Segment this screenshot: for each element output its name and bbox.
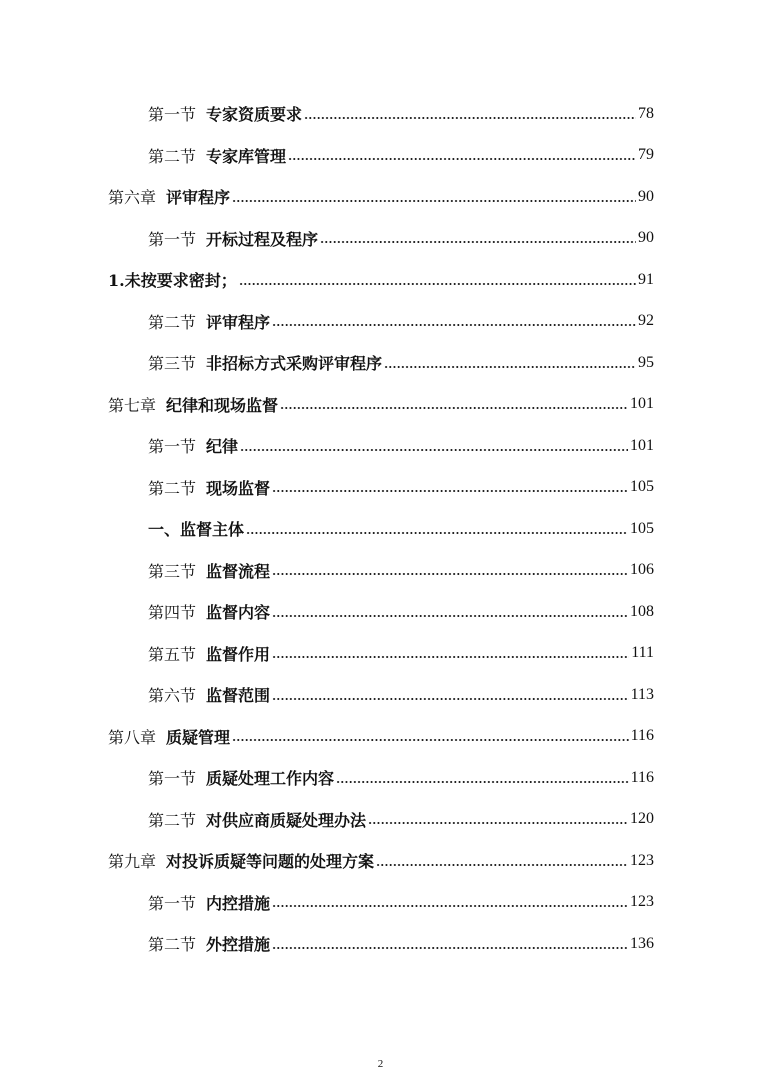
toc-entry-title: 1.未按要求密封；	[108, 271, 237, 291]
toc-entry-title: 外控措施	[206, 935, 271, 955]
toc-entry-page-number: 113	[630, 685, 654, 703]
toc-entry-title: 一、监督主体	[148, 520, 245, 540]
toc-entry-title: 质疑管理	[166, 727, 231, 747]
toc-entry-page-number: 90	[638, 229, 654, 247]
toc-entry[interactable]	[0, 384, 761, 426]
dot-leader	[272, 607, 628, 623]
toc-entry-page-number: 101	[630, 395, 654, 413]
toc-entry-title: 现场监督	[206, 478, 271, 498]
toc-entry[interactable]	[0, 716, 761, 758]
toc-entry-title: 对供应商质疑处理办法	[206, 810, 367, 830]
toc-entry-title: 质疑处理工作内容	[206, 769, 335, 789]
toc-entry[interactable]	[0, 176, 761, 218]
toc-entry-page-number: 78	[638, 104, 654, 122]
toc-entry-page-number: 79	[638, 146, 654, 164]
dot-leader	[280, 399, 628, 415]
toc-entry[interactable]	[0, 218, 761, 260]
toc-entry-prefix: 第二节	[148, 312, 197, 332]
toc-entry-prefix: 第二节	[148, 146, 197, 166]
toc-entry-title: 对投诉质疑等问题的处理方案	[166, 852, 375, 872]
toc-entry[interactable]	[0, 840, 761, 882]
toc-entry-title: 纪律	[206, 437, 239, 457]
page-number: 2	[377, 1058, 384, 1070]
dot-leader	[384, 358, 636, 374]
toc-entry[interactable]	[0, 467, 761, 509]
toc-entry[interactable]	[0, 550, 761, 592]
toc-entry-prefix: 第三节	[148, 561, 197, 581]
toc-entry-page-number: 108	[630, 602, 654, 620]
toc-entry-prefix: 第六章	[108, 188, 157, 208]
dot-leader	[304, 109, 636, 125]
toc-entry-title: 评审程序	[206, 312, 271, 332]
toc-entry[interactable]	[0, 799, 761, 841]
toc-entry-prefix: 第五节	[148, 644, 197, 664]
dot-leader	[232, 731, 629, 747]
toc-entry-page-number: 123	[630, 851, 654, 869]
toc-entry-prefix: 第一节	[148, 769, 197, 789]
toc-entry-page-number: 111	[631, 644, 654, 662]
toc-entry-title: 监督流程	[206, 561, 271, 581]
toc-entry-prefix: 第二节	[148, 478, 197, 498]
toc-entry[interactable]	[0, 93, 761, 135]
toc-entry-page-number: 91	[638, 270, 654, 288]
toc-entry-prefix: 第一节	[148, 437, 197, 457]
dot-leader	[232, 192, 636, 208]
toc-entry-prefix: 第三节	[148, 354, 197, 374]
toc-entry-page-number: 136	[630, 934, 654, 952]
toc-entry-title: 非招标方式采购评审程序	[206, 354, 383, 374]
toc-entry-title: 专家资质要求	[206, 105, 303, 125]
dot-leader	[320, 233, 636, 249]
toc-entry-prefix: 第四节	[148, 603, 197, 623]
dot-leader	[272, 565, 628, 581]
toc-entry-page-number: 92	[638, 312, 654, 330]
dot-leader	[272, 482, 628, 498]
toc-entry-page-number: 123	[630, 893, 654, 911]
table-of-contents	[0, 93, 761, 965]
toc-entry-title: 纪律和现场监督	[166, 395, 279, 415]
toc-entry-prefix: 第八章	[108, 727, 157, 747]
toc-entry-page-number: 120	[630, 810, 654, 828]
toc-entry[interactable]	[0, 633, 761, 675]
dot-leader	[246, 524, 628, 540]
dot-leader	[288, 150, 636, 166]
toc-entry-prefix: 第七章	[108, 395, 157, 415]
toc-entry[interactable]	[0, 342, 761, 384]
toc-entry[interactable]	[0, 591, 761, 633]
toc-entry-prefix: 第一节	[148, 893, 197, 913]
toc-entry-title: 专家库管理	[206, 146, 287, 166]
toc-entry-page-number: 105	[630, 519, 654, 537]
toc-entry[interactable]	[0, 882, 761, 924]
toc-entry[interactable]	[0, 425, 761, 467]
toc-entry-page-number: 95	[638, 353, 654, 371]
toc-entry-title: 监督范围	[206, 686, 271, 706]
toc-entry-page-number: 101	[630, 436, 654, 454]
toc-entry-title: 评审程序	[166, 188, 231, 208]
toc-entry-prefix: 第六节	[148, 686, 197, 706]
toc-entry-title: 开标过程及程序	[206, 229, 319, 249]
toc-entry-prefix: 第二节	[148, 935, 197, 955]
toc-entry-prefix: 第二节	[148, 810, 197, 830]
toc-entry-page-number: 116	[630, 768, 654, 786]
toc-entry-title: 监督作用	[206, 644, 271, 664]
toc-entry[interactable]	[0, 301, 761, 343]
toc-entry-page-number: 105	[630, 478, 654, 496]
toc-entry-prefix: 第一节	[148, 229, 197, 249]
dot-leader	[272, 897, 628, 913]
dot-leader	[272, 690, 629, 706]
dot-leader	[272, 939, 628, 955]
toc-entry-title: 监督内容	[206, 603, 271, 623]
dot-leader	[368, 814, 628, 830]
dot-leader	[239, 275, 636, 291]
dot-leader	[272, 316, 636, 332]
toc-entry[interactable]	[0, 674, 761, 716]
toc-entry-page-number: 116	[630, 727, 654, 745]
dot-leader	[272, 648, 629, 664]
toc-entry-prefix: 第九章	[108, 852, 157, 872]
dot-leader	[240, 441, 628, 457]
toc-entry[interactable]	[0, 135, 761, 177]
toc-entry-page-number: 90	[638, 187, 654, 205]
dot-leader	[336, 773, 629, 789]
dot-leader	[376, 856, 628, 872]
toc-entry-title: 内控措施	[206, 893, 271, 913]
toc-entry-prefix: 第一节	[148, 105, 197, 125]
toc-entry[interactable]	[0, 923, 761, 965]
toc-entry[interactable]	[0, 259, 761, 301]
toc-entry-page-number: 106	[630, 561, 654, 579]
toc-entry[interactable]	[0, 508, 761, 550]
toc-entry[interactable]	[0, 757, 761, 799]
